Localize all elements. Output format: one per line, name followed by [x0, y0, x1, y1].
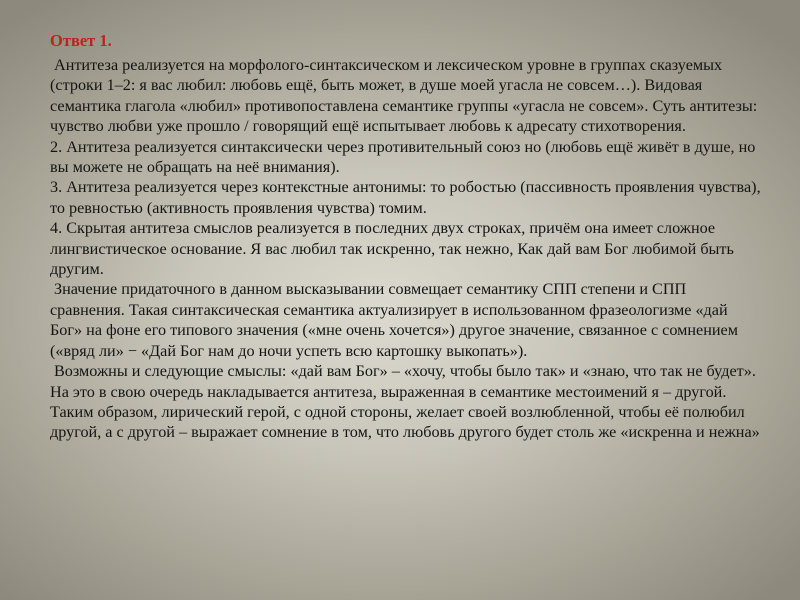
answer-text-block [50, 31, 762, 443]
paragraph-5: Значение придаточного в данном высказывании совмещает семантику СПП степени и СПП сравнения. Такая синтаксическая семантика актуализирует в использованном фразеологизме «дай Бог» на фоне его типового значения («мне очень хочется») другое значение, связанное с сомнением («вряд ли» − «Дай Бог нам до ночи успеть всю картошку выкопать»). [50, 280, 738, 360]
paragraph-4: 4. Скрытая антитеза смыслов реализуется в последних двух строках, причём она имеет сложное лингвистическое основание. Я вас любил так искренно, так нежно, Как дай вам Бог любимой быть другим. [50, 219, 734, 279]
paragraph-3: 3. Антитеза реализуется через контекстные антонимы: то робостью (пассивность проявления чувства), то ревностью (активность проявления чувства) томим. [50, 178, 761, 217]
paragraph-2: 2. Антитеза реализуется синтаксически через противительный союз но (любовь ещё живёт в душе, но вы можете не обращать на неё внимания). [50, 137, 756, 177]
answer-heading: Ответ 1. [50, 31, 112, 50]
paragraph-1: Антитеза реализуется на морфолого-синтаксическом и лексическом уровне в группах сказуемых (строки 1–2: я вас любил: любовь ещё, быть может, в душе моей угасла не совсем…). Видовая семантика глагола «любил» противопоставлена семантике группы «угасла не совсем». Суть антитезы: чувство любви уже прошло / говорящий ещё испытывает любовь к адресату стихотворения. [50, 56, 758, 136]
paragraph-6: Возможны и следующие смыслы: «дай вам Бог» – «хочу, чтобы было так» и «знаю, что так не будет». На это в свою очередь накладывается антитеза, выраженная в семантике местоимений я – другой. Таким образом, лирический герой, с одной стороны, желает своей возлюбленной, чтобы её полюбил другой, а с другой – выражает сомнение в том, что любовь другого будет столь же «искренна и нежна» [50, 362, 760, 442]
